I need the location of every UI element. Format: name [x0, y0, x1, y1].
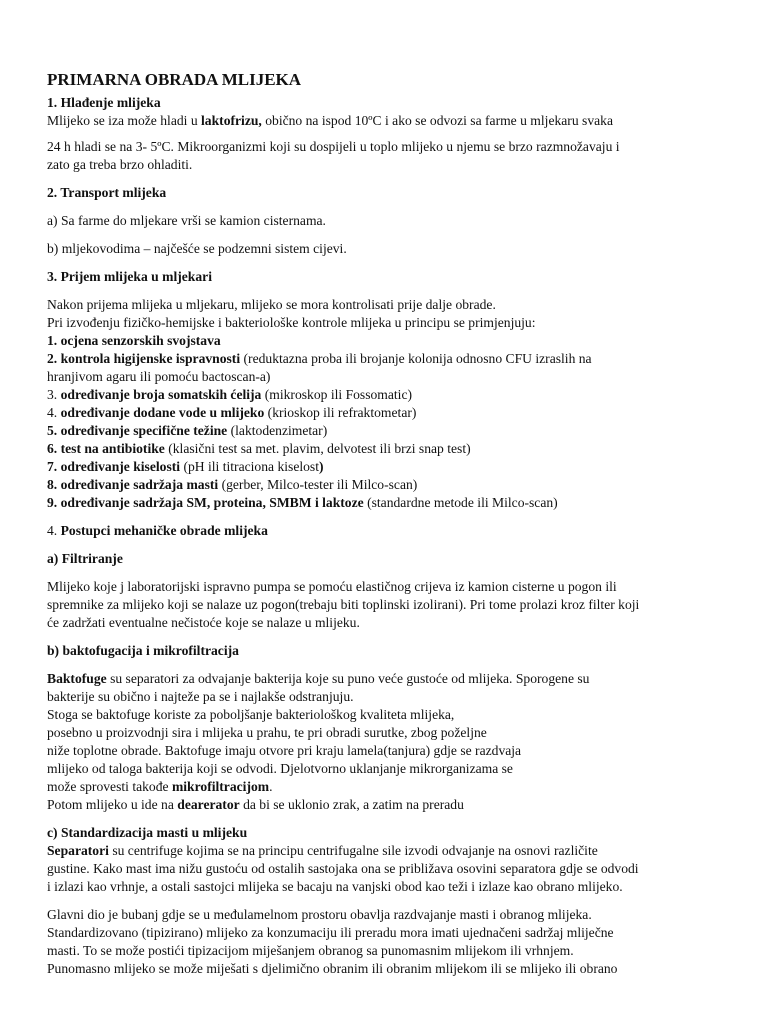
control-item-4: 4. određivanje dodane vode u mlijeko (krioskop ili refraktometar)	[47, 405, 417, 420]
filtering-line-2: spremnike za mlijeko koji se nalaze uz pogon(trebaju biti toplinski izolirani). Pri tome prolazi kroz filter koji	[47, 597, 640, 612]
control-item-6: 6. test na antibiotike (klasični test sa met. plavim, delvotest ili brzi snap test)	[47, 441, 471, 456]
section-1-line-1: Mlijeko se iza može hladi u laktofrizu, obično na ispod 10ºC i ako se odvozi sa farme u mljekaru svaka	[47, 113, 613, 128]
bactofugation-line-1: Baktofuge su separatori za odvajanje bakterija koje su puno veće gustoće od mlijeka. Sporogene su	[47, 671, 590, 686]
section-2-item-a: a) Sa farme do mljekare vrši se kamion cisternama.	[47, 213, 326, 228]
bactofugation-line-3: Stoga se baktofuge koriste za poboljšanje bakteriološkog kvaliteta mlijeka,	[47, 707, 455, 722]
standardization-heading: c) Standardizacija masti u mlijeku	[47, 825, 248, 840]
filtering-line-3: će zadržati eventualne nečistoće koje se nalaze u mlijeku.	[47, 615, 360, 630]
page-title: PRIMARNA OBRADA MLIJEKA	[47, 70, 302, 89]
filtering-heading: a) Filtriranje	[47, 551, 123, 566]
section-3-para-1: Nakon prijema mlijeka u mljekaru, mlijeko se mora kontrolisati prije dalje obrade.	[47, 297, 496, 312]
section-3-heading: 3. Prijem mlijeka u mljekari	[47, 269, 212, 284]
section-1-heading: 1. Hlađenje mlijeka	[47, 95, 161, 110]
control-item-5: 5. određivanje specifične težine (laktodenzimetar)	[47, 423, 328, 438]
bactofugation-line-4: posebno u proizvodnji sira i mlijeka u prahu, te pri obradi surutke, zbog poželjne	[47, 725, 487, 740]
control-item-2: 2. kontrola higijenske ispravnosti (reduktazna proba ili brojanje kolonija odnosno CFU izraslih na	[47, 351, 592, 366]
section-1-line-2: 24 h hladi se na 3- 5ºC. Mikroorganizmi koji su dospijeli u toplo mlijeko u njemu se brzo razmnožavaju i	[47, 139, 620, 154]
section-2-item-b: b) mljekovodima – najčešće se podzemni sistem cijevi.	[47, 241, 347, 256]
section-4-heading: 4. Postupci mehaničke obrade mlijeka	[47, 523, 268, 538]
section-3-para-2: Pri izvođenju fizičko-hemijske i bakteriološke kontrole mlijeka u principu se primjenjuju:	[47, 315, 536, 330]
control-item-8: 8. određivanje sadržaja masti (gerber, Milco-tester ili Milco-scan)	[47, 477, 418, 492]
standardization-line-3: i izlazi kao vrhnje, a ostali sastojci mlijeka se bacaju na vanjski obod kao teži i izlaze kao obrano mlijeko.	[47, 879, 623, 894]
control-item-3: 3. određivanje broja somatskih ćelija (mikroskop ili Fossomatic)	[47, 387, 413, 402]
standardization-line-4: Glavni dio je bubanj gdje se u međulamelnom prostoru obavlja razdvajanje masti i obranog mlijeka.	[47, 907, 592, 922]
bactofugation-line-8: Potom mlijeko u ide na dearerator da bi se uklonio zrak, a zatim na preradu	[47, 797, 464, 812]
section-2-heading: 2. Transport mlijeka	[47, 185, 167, 200]
bactofugation-line-2: bakterije su obično i najteže pa se i najlakše odstranjuju.	[47, 689, 354, 704]
control-item-1: 1. ocjena senzorskih svojstava	[47, 333, 221, 348]
control-item-2-cont: hranjivom agaru ili pomoću bactoscan-a)	[47, 369, 271, 384]
control-item-9: 9. određivanje sadržaja SM, proteina, SMBM i laktoze (standardne metode ili Milco-scan)	[47, 495, 558, 510]
standardization-line-6: masti. To se može postići tipizacijom miješanjem obranog sa punomasnim mlijekom ili vrhnjem.	[47, 943, 574, 958]
section-1-line-3: zato ga treba brzo ohladiti.	[47, 157, 193, 172]
bactofugation-line-5: niže toplotne obrade. Baktofuge imaju otvore pri kraju lamela(tanjura) gdje se razdvaja	[47, 743, 522, 758]
filtering-line-1: Mlijeko koje j laboratorijski ispravno pumpa se pomoću elastičnog crijeva iz kamion cisterne u pogon ili	[47, 579, 617, 594]
standardization-line-7: Punomasno mlijeko se može miješati s djelimično obranim ili obranim mlijekom ili se mlijeko ili obrano	[47, 961, 618, 976]
standardization-line-1: Separatori su centrifuge kojima se na principu centrifugalne sile izvodi odvajanje na osnovi različite	[47, 843, 598, 858]
bactofugation-line-6: mlijeko od taloga bakterija koji se odvodi. Djelotvorno uklanjanje mikrorganizama se	[47, 761, 513, 776]
bactofugation-line-7: može sprovesti takođe mikrofiltracijom.	[47, 779, 273, 794]
control-item-7: 7. određivanje kiselosti (pH ili titraciona kiselost)	[47, 459, 324, 474]
bactofugation-heading: b) baktofugacija i mikrofiltracija	[47, 643, 239, 658]
standardization-line-2: gustine. Kako mast ima nižu gustoću od ostalih sastojaka ona se približava osovini separatora gdje se odvodi	[47, 861, 639, 876]
standardization-line-5: Standardizovano (tipizirano) mlijeko za konzumaciju ili preradu mora imati ujednačeni sadržaj mliječne	[47, 925, 614, 940]
